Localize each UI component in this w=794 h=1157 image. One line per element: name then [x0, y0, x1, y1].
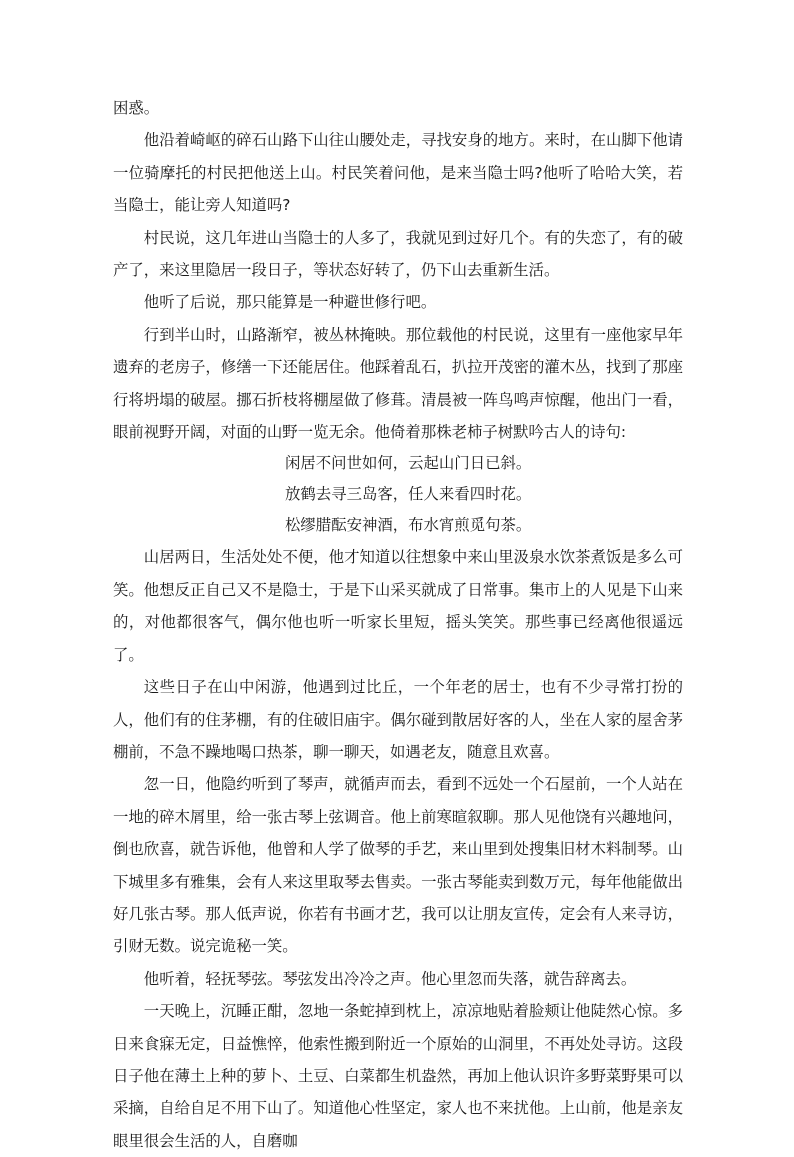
paragraph: 村民说，这几年进山当隐士的人多了，我就见到过好几个。有的失恋了，有的破产了，来这里隐居一段日子，等状态好转了，仍下山去重新生活。	[113, 228, 683, 280]
paragraph-continued: 困惑。	[113, 99, 160, 117]
paragraph: 山居两日，生活处处不便，他才知道以往想象中来山里汲泉水饮茶煮饭是多么可笑。他想反正自己又不是隐士，于是下山采买就成了日常事。集市上的人见是下山来的，对他都很客气，偶尔他也听一听家长里短，摇头笑笑。那些事已经离他很遥远了。	[113, 548, 683, 664]
paragraph: 他听了后说，那只能算是一种避世修行吧。	[143, 293, 437, 312]
paragraph: 这些日子在山中闲游，他遇到过比丘，一个年老的居士，也有不少寻常打扮的人，他们有的住茅棚，有的住破旧庙宇。偶尔碰到散居好客的人，坐在人家的屋舍茅棚前，不急不躁地喝口热茶，聊一聊天，如遇老友，随意且欢喜。	[113, 678, 683, 761]
poem-line: 放鹤去寻三岛客，任人来看四时花。	[285, 485, 532, 504]
document-page	[113, 92, 683, 1157]
paragraph: 忽一日，他隐约听到了琴声，就循声而去，看到不远处一个石屋前，一个人站在一地的碎木屑里，给一张古琴上弦调音。他上前寒暄叙聊。那人见他饶有兴趣地问，倒也欣喜，就告诉他，他曾和人学了做琴的手艺，来山里到处搜集旧材木料制琴。山下城里多有雅集，会有人来这里取琴去售卖。一张古琴能卖到数万元，每年他能做出好几张古琴。那人低声说，你若有书画才艺，我可以让朋友宣传，定会有人来寻访，引财无数。说完诡秘一笑。	[113, 775, 683, 956]
paragraph: 行到半山时，山路渐窄，被丛林掩映。那位载他的村民说，这里有一座他家早年遗弃的老房子，修缮一下还能居住。他踩着乱石，扒拉开茂密的灌木丛，找到了那座行将坍塌的破屋。挪石折枝将棚屋做了修葺。清晨被一阵鸟鸣声惊醒，他出门一看，眼前视野开阔，对面的山野一览无余。他倚着那株老柿子树默吟古人的诗句:	[113, 325, 683, 442]
paragraph: 一天晚上，沉睡正酣，忽地一条蛇掉到枕上，凉凉地贴着脸颊让他陡然心惊。多日来食寐无定，日益憔悴，他索性搬到附近一个原始的山洞里，不再处处寻访。这段日子他在薄土上种的萝卜、土豆、白菜都生机盎然，再加上他认识许多野菜野果可以采摘，自给自足不用下山了。知道他心性坚定，家人也不来扰他。上山前，他是亲友眼里很会生活的人，自磨咖	[113, 1002, 683, 1150]
poem-line: 松缪腊酝安神酒，布水宵煎觅句茶。	[285, 516, 532, 535]
paragraph: 他沿着崎岖的碎石山路下山往山腰处走，寻找安身的地方。来时，在山脚下他请一位骑摩托的村民把他送上山。村民笑着问他，是来当隐士吗?他听了哈哈大笑，若当隐士，能让旁人知道吗?	[113, 131, 683, 215]
paragraph: 他听着，轻抚琴弦。琴弦发出冷冷之声。他心里忽而失落，就告辞离去。	[143, 969, 637, 988]
poem-line: 闲居不问世如何，云起山门日已斜。	[285, 454, 532, 473]
poem	[113, 448, 683, 541]
